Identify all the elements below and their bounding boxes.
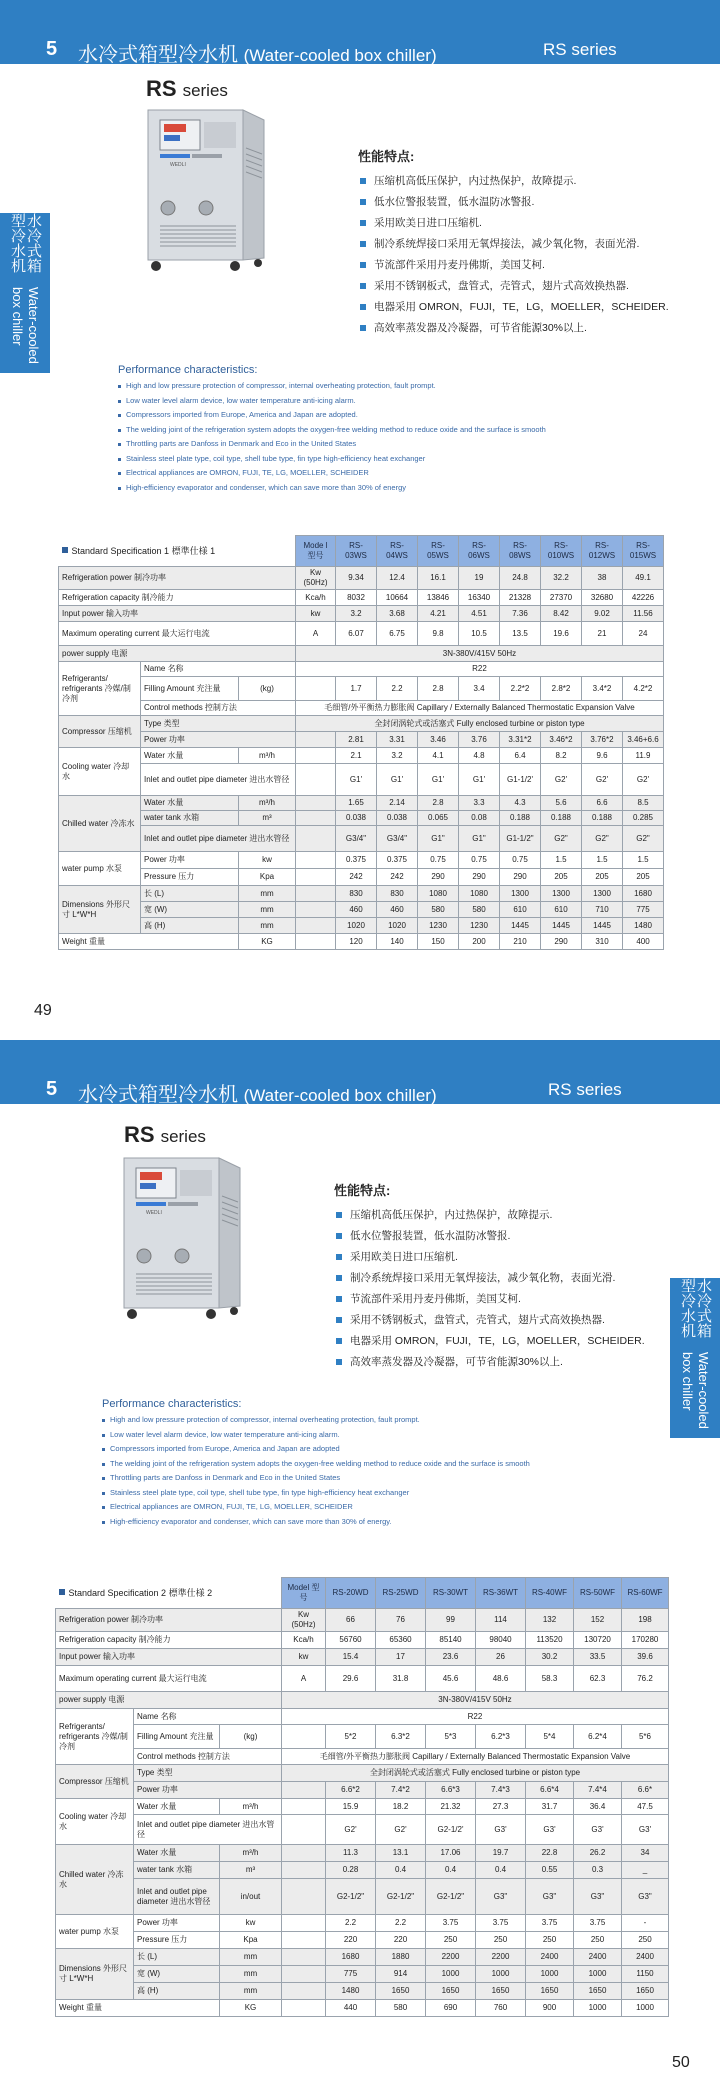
performance-item: High-efficiency evaporator and condenser, which can save more than 30% of energy. [102,1515,530,1530]
feature-item: 低水位警报装置，低水温防冰警报. [334,1228,645,1249]
model-col: RS-60WF [622,1578,669,1609]
chiller-machine-image [140,108,270,273]
spec-table-1 [58,535,664,950]
row-label: Refrigeration power 制冷功率 [56,1609,282,1632]
feature-item: 采用欧美日进口压缩机. [334,1249,645,1270]
section-number: 5 [46,1078,58,1100]
side-tab [670,1278,720,1438]
header-series: RS series [548,1080,622,1099]
performance-item: Stainless steel plate type, coil type, shell tube type, fin type high-efficiency heat exchanger [102,1486,530,1501]
table-row: Dimensions 外形尺寸 L*W*H 长 (L) mm 830 830 1080 1080 1300 1300 1300 1680 [59,886,664,902]
row-label: Input power 输入功率 [56,1649,282,1666]
side-tab-cn: 水冷式箱型冷水机 [9,213,42,273]
row-group-label: Refrigerants/ refrigerants 冷媒/制冷剂 [59,662,141,716]
table-row: Filling Amount 充注量 (kg) 1.7 2.2 2.8 3.4 2.2*2 2.8*2 3.4*2 4.2*2 [59,677,664,701]
performance-item: Low water level alarm device, low water temperature anti-icing alarm. [102,1428,530,1443]
feature-item: 节流部件采用丹麦丹佛斯，美国艾柯. [358,257,669,278]
table-row: Input power 输入功率 kw 3.2 3.68 4.21 4.51 7.36 8.42 9.02 11.56 [59,606,664,622]
feature-item: 高效率蒸发器及冷凝器，可节省能源30%以上. [334,1354,645,1375]
row-group-label: water pump 水泵 [56,1915,134,1949]
table-row: Refrigeration power 制冷功率 Kw (50Hz) 66 76 99 114 132 152 198 [56,1609,669,1632]
model-col: RS-25WD [376,1578,426,1609]
model-col: RS-015WS [623,536,664,567]
side-tab-cn: 水冷式箱型冷水机 [679,1278,712,1338]
table-row: 宽 (W) mm 775 914 1000 1000 1000 1000 1150 [56,1966,669,1983]
model-col: RS-30WT [426,1578,476,1609]
table-row: Chilled water 冷冻水 Water 水量 m³/h 11.3 13.1 17.06 19.7 22.8 26.2 34 [56,1845,669,1862]
series-heading [146,76,228,102]
title-cn: 水冷式箱型冷水机 [78,1084,238,1106]
page-number: 50 [672,2054,690,2071]
section-title [78,1078,437,1107]
features-cn [334,1180,645,1375]
row-label: Input power 输入功率 [59,606,296,622]
performance-item: Stainless steel plate type, coil type, shell tube type, fin type high-efficiency heat exchanger [118,452,546,467]
title-en: (Water-cooled box chiller) [243,46,437,65]
table-row: Refrigeration power 制冷功率 Kw (50Hz) 9.34 12.4 16.1 19 24.8 32.2 38 49.1 [59,567,664,590]
performance-item: High and low pressure protection of compressor, internal overheating protection, fault prompt. [102,1413,530,1428]
performance-item: High-efficiency evaporator and condenser, which can save more than 30% of energy [118,481,546,496]
row-label: Maximum operating current 最大运行电流 [56,1666,282,1692]
feature-item: 低水位警报装置，低水温防冰警报. [358,194,669,215]
section-number: 5 [46,38,58,60]
table-row: water pump 水泵 Power 功率 kw 0.375 0.375 0.75 0.75 0.75 1.5 1.5 1.5 [59,852,664,869]
brand-label: WEDLI [170,162,186,168]
table-row: power supply 电源 3N-380V/415V 50Hz [59,646,664,662]
performance-en [102,1398,530,1529]
feature-item: 电器采用 OMRON，FUJI，TE，LG，MOELLER，SCHEIDER. [334,1333,645,1354]
table-row: Filling Amount 充注量 (kg) 5*2 6.3*2 5*3 6.2*3 5*4 6.2*4 5*6 [56,1725,669,1749]
page-50 [0,1040,720,2080]
side-tab [0,213,50,373]
model-header: Mode l 型号 [296,536,336,567]
features-title: 性能特点: [358,149,415,164]
side-tab-en: Water-cooled box chiller [10,287,41,364]
feature-item: 制冷系统焊接口采用无氧焊接法，减少氧化物，表面光滑. [358,236,669,257]
table-row: Inlet and outlet pipe diameter 进出水管径 G1' G1' G1' G1' G1-1/2' G2' G2' G2' [59,764,664,796]
performance-item: Electrical appliances are OMRON, FUJI, TE, LG, MOELLER, SCHEIDER [102,1500,530,1515]
model-header: Model 型号 [282,1578,326,1609]
feature-item: 电器采用 OMRON，FUJI，TE，LG，MOELLER，SCHEIDER. [358,299,669,320]
feature-item: 采用不锈钢板式，盘管式，壳管式，翅片式高效换热器. [358,278,669,299]
table-row: Weight 重量 KG 440 580 690 760 900 1000 1000 [56,2000,669,2017]
table-row: Refrigerants/ refrigerants 冷媒/制冷剂 Name 名称 R22 [56,1709,669,1725]
model-col: RS-20WD [326,1578,376,1609]
series-word: series [182,81,228,100]
table-caption: Standard Specification 1 標準仕様 1 [59,536,296,567]
table-row: Inlet and outlet pipe diameter 进出水管径 G2' G2' G2-1/2' G3' G3' G3' G3' [56,1815,669,1845]
feature-item: 节流部件采用丹麦丹佛斯，美国艾柯. [334,1291,645,1312]
performance-item: The welding joint of the refrigeration system adopts the oxygen-free welding method to reduce oxide and the surface is smooth [118,423,546,438]
table-row: Inlet and outlet pipe diameter 进出水管径 G3/4" G3/4" G1" G1" G1-1/2" G2" G2" G2" [59,826,664,852]
row-label: power supply 电源 [59,646,296,662]
table-row: Pressure 压力 Kpa 242 242 290 290 290 205 205 205 [59,869,664,886]
model-col: RS-05WS [418,536,459,567]
table-row: Compressor 压缩机 Type 类型 全封闭涡轮式或活塞式 Fully enclosed turbine or piston type [56,1765,669,1782]
performance-en [118,364,546,495]
table-row: Weight 重量 KG 120 140 150 200 210 290 310 400 [59,934,664,950]
row-group-label: Compressor 压缩机 [59,716,141,748]
table-row: 高 (H) mm 1020 1020 1230 1230 1445 1445 1445 1480 [59,918,664,934]
model-col: RS-012WS [582,536,623,567]
model-col: RS-50WF [574,1578,622,1609]
features-title: 性能特点: [334,1183,391,1198]
title-en: (Water-cooled box chiller) [243,1086,437,1105]
features-cn [358,146,669,341]
title-cn: 水冷式箱型冷水机 [78,44,238,66]
row-label: Refrigeration capacity 制冷能力 [59,590,296,606]
row-label: Weight 重量 [56,2000,220,2017]
table-row: power supply 电源 3N-380V/415V 50Hz [56,1692,669,1709]
spec-table-2 [55,1577,669,2017]
row-group-label: Chilled water 冷冻水 [56,1845,134,1915]
feature-item: 高效率蒸发器及冷凝器，可节省能源30%以上. [358,320,669,341]
feature-item: 采用欧美日进口压缩机. [358,215,669,236]
series-word: series [160,1127,206,1146]
header-banner [0,0,720,64]
page-number: 49 [34,1002,52,1019]
performance-item: Throttling parts are Danfoss in Denmark and Eco in the United States [118,437,546,452]
table-row: Inlet and outlet pipe diameter 进出水管径 in/out G2-1/2" G2-1/2" G2-1/2" G3" G3" G3" G3" [56,1879,669,1915]
table-row: Refrigerants/ refrigerants 冷媒/制冷剂 Name 名称 R22 [59,662,664,677]
feature-item: 压缩机高低压保护，内过热保护，故障提示. [334,1207,645,1228]
header-series: RS series [543,40,617,59]
performance-title: Performance characteristics: [102,1398,242,1410]
table-row: Control methods 控制方法 毛细管/外平衡热力膨胀阀 Capillary / Externally Balanced Thermostatic Expansion Valve [56,1749,669,1765]
table-row: 宽 (W) mm 460 460 580 580 610 610 710 775 [59,902,664,918]
table-row: Compressor 压缩机 Type 类型 全封闭涡轮式或活塞式 Fully enclosed turbine or piston type [59,716,664,732]
table-row: water tank 水箱 m³ 0.28 0.4 0.4 0.4 0.55 0.3 _ [56,1862,669,1879]
performance-item: Low water level alarm device, low water temperature anti-icing alarm. [118,394,546,409]
row-label: Maximum operating current 最大运行电流 [59,622,296,646]
row-group-label: Dimensions 外形尺寸 L*W*H [56,1949,134,2000]
feature-item: 采用不锈钢板式，盘管式，壳管式，翅片式高效换热器. [334,1312,645,1333]
table-row: Power 功率 2.81 3.31 3.46 3.76 3.31*2 3.46*2 3.76*2 3.46+6.6 [59,732,664,748]
table-row: Power 功率 6.6*2 7.4*2 6.6*3 7.4*3 6.6*4 7.4*4 6.6* [56,1782,669,1799]
row-group-label: Cooling water 冷却水 [56,1799,134,1845]
row-label: Refrigeration capacity 制冷能力 [56,1632,282,1649]
model-col: RS-40WF [526,1578,574,1609]
row-group-label: Refrigerants/ refrigerants 冷媒/制冷剂 [56,1709,134,1765]
table-row: 高 (H) mm 1480 1650 1650 1650 1650 1650 1650 [56,1983,669,2000]
feature-item: 压缩机高低压保护，内过热保护，故障提示. [358,173,669,194]
model-col: RS-36WT [476,1578,526,1609]
table-row: Cooling water 冷却水 Water 水量 m³/h 2.1 3.2 4.1 4.8 6.4 8.2 9.6 11.9 [59,748,664,764]
performance-item: Electrical appliances are OMRON, FUJI, TE, LG, MOELLER, SCHEIDER [118,466,546,481]
model-col: RS-06WS [459,536,500,567]
performance-item: Compressors imported from Europe, America and Japan are adopted [102,1442,530,1457]
table-row: Cooling water 冷却水 Water 水量 m³/h 15.9 18.2 21.32 27.3 31.7 36.4 47.5 [56,1799,669,1815]
section-title [78,38,437,67]
table-row: Control methods 控制方法 毛细管/外平衡热力膨胀阀 Capillary / Externally Balanced Thermostatic Expansion Valve [59,701,664,716]
performance-item: Throttling parts are Danfoss in Denmark and Eco in the United States [102,1471,530,1486]
row-group-label: Compressor 压缩机 [56,1765,134,1799]
series-code: RS [146,76,177,101]
series-code: RS [124,1122,155,1147]
feature-item: 制冷系统焊接口采用无氧焊接法，减少氧化物，表面光滑. [334,1270,645,1291]
side-tab-en: Water-cooled box chiller [680,1352,711,1429]
table-row: Input power 输入功率 kw 15.4 17 23.6 26 30.2 33.5 39.6 [56,1649,669,1666]
chiller-machine-image [116,1156,246,1321]
table-row: Refrigeration capacity 制冷能力 Kca/h 8032 10664 13846 16340 21328 27370 32680 42226 [59,590,664,606]
table-row: Maximum operating current 最大运行电流 A 6.07 6.75 9.8 10.5 13.5 19.6 21 24 [59,622,664,646]
row-group-label: Chilled water 冷冻水 [59,796,141,852]
performance-item: The welding joint of the refrigeration system adopts the oxygen-free welding method to reduce oxide and the surface is smooth [102,1457,530,1472]
table-row: Refrigeration capacity 制冷能力 Kca/h 56760 65360 85140 98040 113520 130720 170280 [56,1632,669,1649]
model-col: RS-010WS [541,536,582,567]
table-row: Dimensions 外形尺寸 L*W*H 长 (L) mm 1680 1880 2200 2200 2400 2400 2400 [56,1949,669,1966]
table-row: water pump 水泵 Power 功率 kw 2.2 2.2 3.75 3.75 3.75 3.75 - [56,1915,669,1932]
table-row: Pressure 压力 Kpa 220 220 250 250 250 250 250 [56,1932,669,1949]
header-banner [0,1040,720,1104]
table-row: Maximum operating current 最大运行电流 A 29.6 31.8 45.6 48.6 58.3 62.3 76.2 [56,1666,669,1692]
row-label: Weight 重量 [59,934,239,950]
row-label: Refrigeration power 制冷功率 [59,567,296,590]
table-caption: Standard Specification 2 標準仕様 2 [56,1578,282,1609]
performance-title: Performance characteristics: [118,364,258,376]
performance-item: Compressors imported from Europe, America and Japan are adopted. [118,408,546,423]
table-row: Chilled water 冷冻水 Water 水量 m³/h 1.65 2.14 2.8 3.3 4.3 5.6 6.6 8.5 [59,796,664,811]
row-group-label: Cooling water 冷却水 [59,748,141,796]
row-group-label: water pump 水泵 [59,852,141,886]
model-col: RS-04WS [377,536,418,567]
model-col: RS-03WS [336,536,377,567]
series-heading [124,1122,206,1148]
row-label: power supply 电源 [56,1692,282,1709]
table-row: water tank 水箱 m³ 0.038 0.038 0.065 0.08 0.188 0.188 0.188 0.285 [59,811,664,826]
performance-item: High and low pressure protection of compressor, internal overheating protection, fault prompt. [118,379,546,394]
row-group-label: Dimensions 外形尺寸 L*W*H [59,886,141,934]
model-col: RS-08WS [500,536,541,567]
brand-label: WEDLI [146,1210,162,1216]
